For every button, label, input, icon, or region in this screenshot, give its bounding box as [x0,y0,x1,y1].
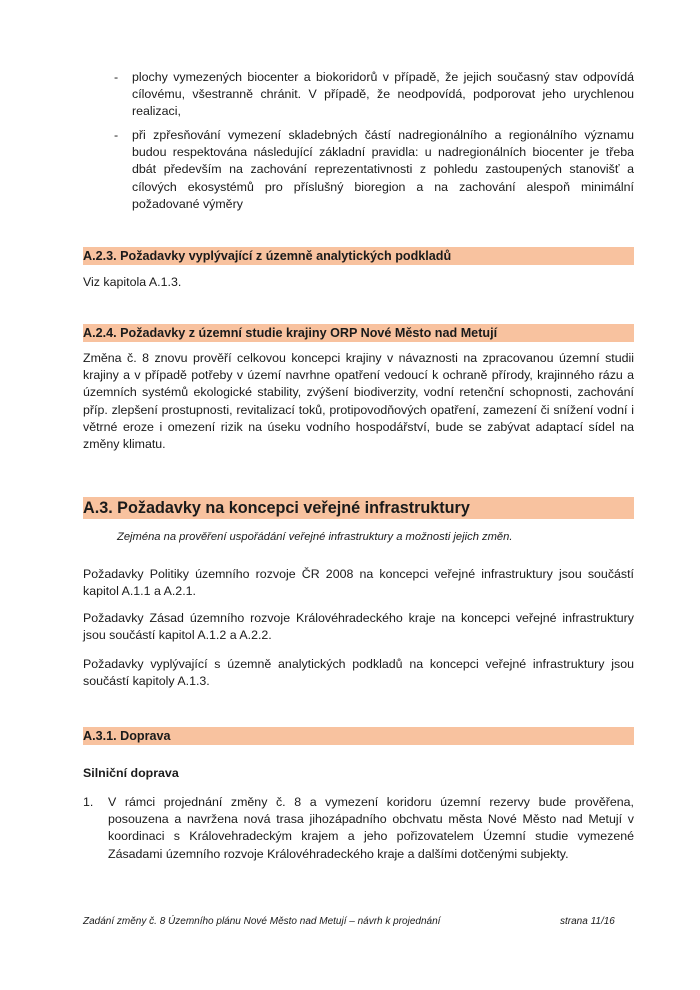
chapter-heading-a3: A.3. Požadavky na koncepci veřejné infrastruktury [83,499,470,517]
section-a23-text: Viz kapitola A.1.3. [83,275,182,289]
paragraph: Požadavky vyplývající s územně analytických podkladů na koncepci veřejné infrastruktury jsou součástí kapitoly A.1.3. [83,657,634,689]
section-heading-a23: A.2.3. Požadavky vyplývající z územně analytických podkladů [83,249,452,263]
page-number: strana 11/16 [560,916,615,927]
bullet-text: při zpřesňování vymezení skladebných částí nadregionálního a regionálního významu budou respektována následující základní pravidla: u nadregionálních biocenter je třeba dbát především na zachování reprezentativnosti z pohledu zastoupených stanovišť a cílových ekosystémů pro příslušný bioregion a na zachování alespoň minimální požadované výměry [132,128,634,211]
bullet-marker: - [114,128,119,142]
section-a24-text: Změna č. 8 znovu prověří celkovou koncepci krajiny v návaznosti na zpracovanou územní studii krajiny a v případě potřeby v území navrhne opatření vedoucí k ochraně přírody, krajinného rázu a územních systémů ekologické stability, zvýšení biodiverzity, vodní retenční schopnosti, zachování příp. zlepšení prostupnosti, revitalizací toků, protipovodňových opatření, zamezení či snížení vodní i větrné eroze i omezení rizik na úseku vodního hospodářství, bude se zabývat adaptací sídel na změny klimatu. [83,351,634,452]
paragraph: Požadavky Politiky územního rozvoje ČR 2008 na koncepci veřejné infrastruktury jsou součástí kapitol A.1.1 a A.2.1. [83,567,634,599]
section-heading-a31: A.3.1. Doprava [83,729,171,743]
bullet-marker: - [114,70,119,84]
subheading: Silniční doprava [83,766,179,780]
footer-title: Zadání změny č. 8 Územního plánu Nové Město nad Metují – návrh k projednání [83,916,441,927]
list-item-text: V rámci projednání změny č. 8 a vymezení koridoru územní rezervy bude prověřena, posouzena a navržena nová trasa jihozápadního obchvatu města Nové Město nad Metují v koordinaci s Královehradeckým krajem a jeho pořizovatelem Územní studie vymezené Zásadami územního rozvoje Královéhradeckého kraje a dalšími dotčenými subjekty. [108,795,634,861]
bullet-text: plochy vymezených biocenter a biokoridorů v případě, že jejich současný stav odpovídá cílovému, všestranně chránit. V případě, že neodpovídá, podporovat jeho urychlenou realizaci, [132,70,634,119]
chapter-intro: Zejména na prověření uspořádání veřejné infrastruktury a možnosti jejich změn. [117,531,513,543]
section-heading-a24: A.2.4. Požadavky z územní studie krajiny ORP Nové Město nad Metují [83,326,498,340]
paragraph: Požadavky Zásad územního rozvoje Královéhradeckého kraje na koncepci veřejné infrastruktury jsou součástí kapitol A.1.2 a A.2.2. [83,611,634,643]
list-number: 1. [83,795,94,809]
